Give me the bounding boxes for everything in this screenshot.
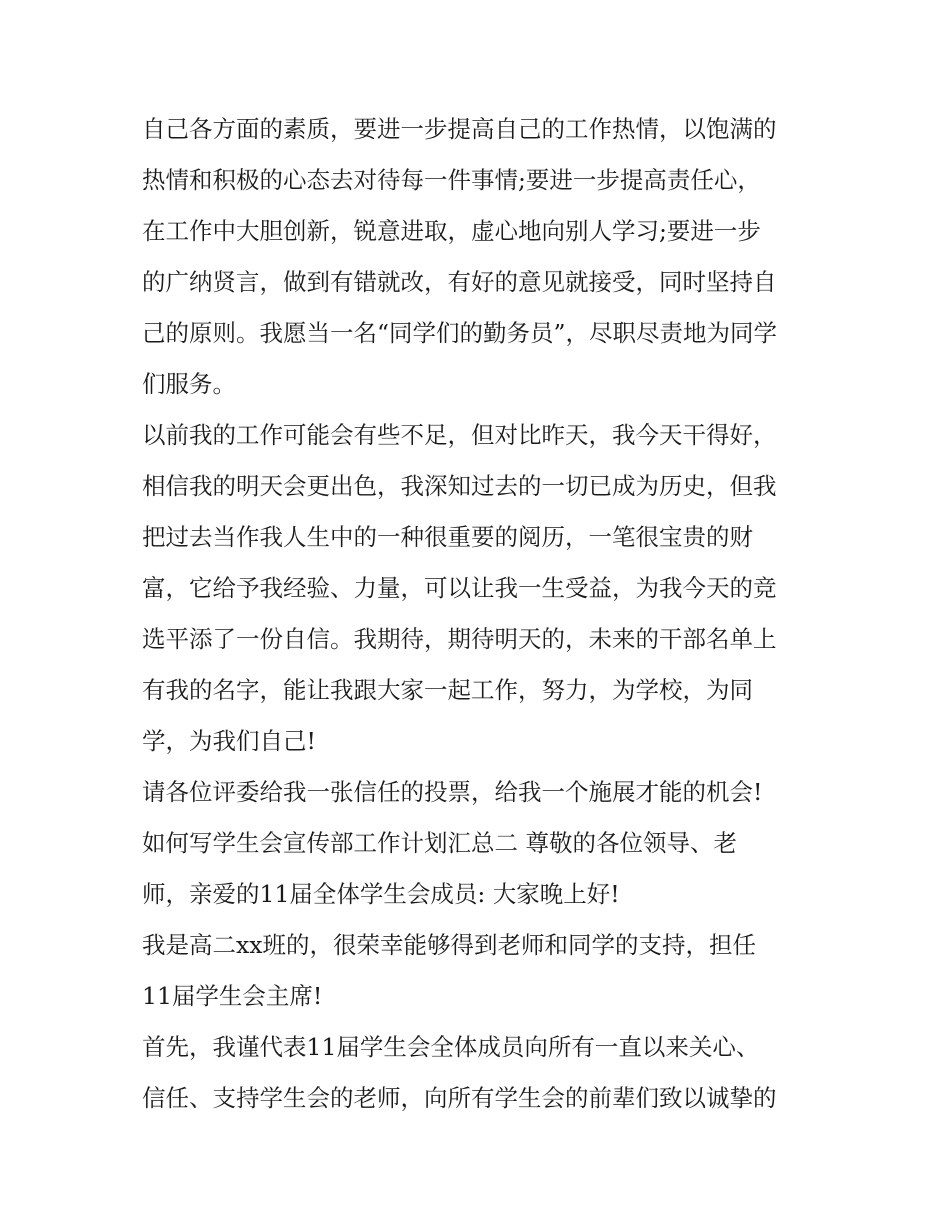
text-line: 选平添了一份自信。我期待，期待明天的，未来的干部名单上 (142, 625, 777, 653)
text-line: 们服务。 (142, 370, 236, 398)
text-line: 富，它给予我经验、力量，可以让我一生受益，为我今天的竞 (142, 574, 777, 602)
text-line: 的广纳贤言，做到有错就改，有好的意见就接受，同时坚持自 (142, 268, 777, 296)
text-line: 11届学生会主席! (142, 982, 323, 1010)
text-line: 信任、支持学生会的老师，向所有学生会的前辈们致以诚挚的 (142, 1084, 777, 1112)
text-line: 师，亲爱的11届全体学生会成员: 大家晚上好! (142, 880, 620, 908)
text-line: 相信我的明天会更出色，我深知过去的一切已成为历史，但我 (142, 472, 777, 500)
text-line: 首先，我谨代表11届学生会全体成员向所有一直以来关心、 (142, 1033, 760, 1061)
text-line: 以前我的工作可能会有些不足，但对比昨天，我今天干得好， (142, 421, 777, 449)
text-line: 请各位评委给我一张信任的投票，给我一个施展才能的机会! (142, 778, 763, 806)
text-line: 己的原则。我愿当一名“同学们的勤务员”，尽职尽责地为同学 (142, 319, 778, 347)
text-line: 在工作中大胆创新，锐意进取，虚心地向别人学习;要进一步 (142, 217, 761, 245)
body-text (142, 104, 822, 1124)
text-line: 把过去当作我人生中的一种很重要的阅历，一笔很宝贵的财 (142, 523, 753, 551)
text-line: 如何写学生会宣传部工作计划汇总二 尊敬的各位领导、老 (142, 829, 737, 857)
text-line: 热情和积极的心态去对待每一件事情;要进一步提高责任心， (142, 166, 761, 194)
text-line: 我是高二xx班的，很荣幸能够得到老师和同学的支持，担任 (142, 931, 757, 959)
text-line: 自己各方面的素质，要进一步提高自己的工作热情，以饱满的 (142, 115, 777, 143)
text-line: 学，为我们自己! (142, 727, 316, 755)
text-line: 有我的名字，能让我跟大家一起工作，努力，为学校，为同 (142, 676, 753, 704)
